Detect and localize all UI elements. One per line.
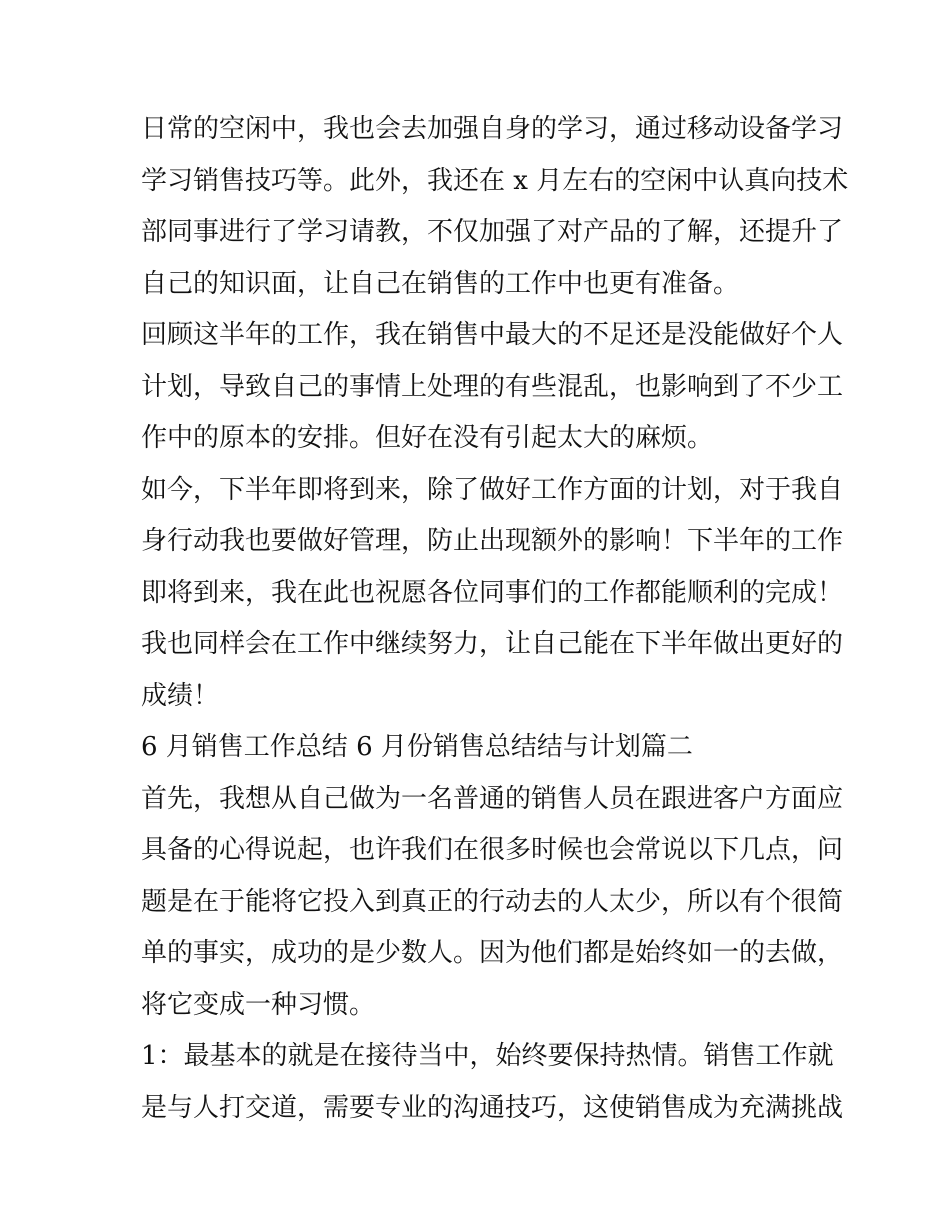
text-line: 作中的原本的安排。但好在没有引起太大的麻烦。 [141,423,714,453]
text-line: 日常的空闲中，我也会去加强自身的学习，通过移动设备学习 [141,114,844,144]
text-line: 如今，下半年即将到来，除了做好工作方面的计划，对于我自 [141,474,844,505]
text-line: 身行动我也要做好管理，防止出现额外的影响！下半年的工作 [141,526,844,556]
text-line: 即将到来，我在此也祝愿各位同事们的工作都能顺利的完成！ [141,577,844,608]
document-body [141,104,849,1134]
text-line: 单的事实，成功的是少数人。因为他们都是始终如一的去做， [141,938,844,968]
text-line: 1：最基本的就是在接待当中，始终要保持热情。销售工作就 [141,1041,834,1071]
text-line: 成绩！ [141,680,220,711]
text-line: 计划，导致自己的事情上处理的有些混乱，也影响到了不少工 [141,371,844,402]
text-line: 将它变成一种习惯。 [141,989,376,1020]
text-line: 自己的知识面，让自己在销售的工作中也更有准备。 [141,268,740,299]
text-line: 我也同样会在工作中继续努力，让自己能在下半年做出更好的 [141,629,844,659]
text-line: 是与人打交道，需要专业的沟通技巧，这使销售成为充满挑战 [141,1092,844,1123]
text-line: 回顾这半年的工作，我在销售中最大的不足还是没能做好个人 [141,320,844,350]
section-heading: 6 月销售工作总结 6 月份销售总结结与计划篇二 [141,732,693,762]
text-line: 题是在于能将它投入到真正的行动去的人太少，所以有个很简 [141,886,844,917]
text-line: 具备的心得说起，也许我们在很多时候也会常说以下几点，问 [141,835,844,865]
text-line: 学习销售技巧等。此外，我还在 x 月左右的空闲中认真向技术 [141,165,849,196]
text-line: 部同事进行了学习请教，不仅加强了对产品的了解，还提升了 [141,217,844,247]
text-line: 首先，我想从自己做为一名普通的销售人员在跟进客户方面应 [141,783,844,814]
